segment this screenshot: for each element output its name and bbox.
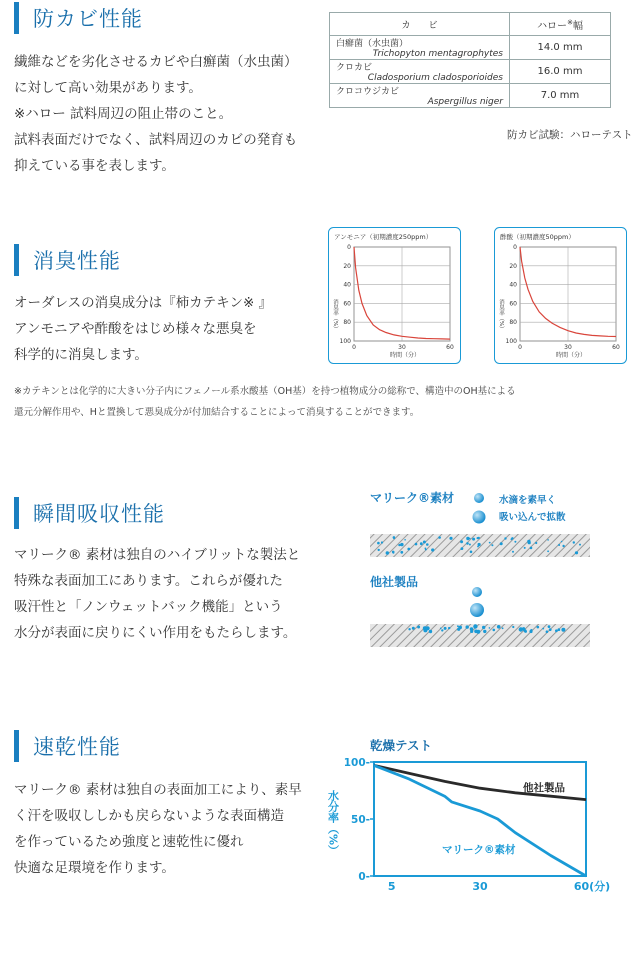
- note-line: ※カテキンとは化学的に大きい分子内にフェノール系水酸基（OH基）を持つ植物成分の総称で、構造中のOH基による: [14, 386, 516, 397]
- mariik-label: マリーク®素材: [370, 491, 455, 505]
- water-dot: [473, 624, 477, 628]
- water-dot: [542, 628, 544, 630]
- halo-mark: ※: [567, 18, 573, 27]
- heading-accent-bar: [14, 2, 19, 34]
- water-dot: [393, 537, 395, 539]
- acetic-ytick-label: 40: [509, 281, 517, 289]
- note-line: 還元分解作用や、Hと置換して悪臭成分が付加結合することによって消臭することができます。: [14, 407, 420, 418]
- table-row: [330, 84, 611, 108]
- table-row: [330, 36, 611, 60]
- drying-series-label: 他社製品: [523, 782, 565, 794]
- water-dot: [426, 543, 429, 546]
- water-dot: [512, 551, 514, 553]
- acetic-chart-title: 酢酸（初期濃度50ppm）: [500, 233, 575, 241]
- water-dot: [493, 629, 496, 632]
- heading-accent-bar: [14, 730, 19, 762]
- ammonia-ytick-label: 80: [343, 319, 351, 327]
- water-dot: [489, 542, 491, 544]
- water-dot: [512, 626, 514, 628]
- deodor-text: [14, 290, 272, 368]
- acetic-chart-xlabel: 時間（分）: [556, 352, 587, 359]
- water-dot: [547, 539, 549, 541]
- ammonia-ytick-label: 20: [343, 262, 351, 270]
- acetic-ytick-label: 80: [509, 319, 517, 327]
- water-dot: [429, 630, 432, 633]
- mold-name-cell: [330, 84, 510, 108]
- water-dot: [423, 541, 426, 544]
- antimold-line: 抑えている事を表します。: [14, 158, 175, 174]
- mold-name-cell: [330, 60, 510, 84]
- water-drop-icon: [472, 587, 482, 597]
- acetic-chart-ylabel: 消臭率（%）: [498, 299, 504, 332]
- water-dot: [398, 544, 400, 546]
- other-product-label: 他社製品: [370, 575, 419, 589]
- mold-latin-name: Aspergillus niger: [427, 97, 503, 107]
- ammonia-ytick-label: 60: [343, 300, 351, 308]
- absorb-title: 瞬間吸収性能: [33, 502, 165, 526]
- water-dot: [558, 628, 561, 631]
- water-dot: [472, 538, 475, 541]
- absorb-heading: [14, 496, 165, 530]
- deodor-line: 科学的に消臭します。: [14, 347, 148, 363]
- ammonia-xtick-label: 0: [352, 344, 356, 351]
- water-dot: [418, 626, 420, 628]
- water-dot: [514, 541, 516, 543]
- ammonia-chart: [328, 227, 461, 364]
- water-dot: [474, 630, 478, 634]
- ammonia-chart-xlabel: 時間（分）: [390, 352, 421, 359]
- ammonia-xtick-label: 60: [446, 344, 454, 351]
- mold-jp-name: クロコウジカビ: [336, 87, 400, 97]
- drying-ytick-label: 50-: [351, 814, 370, 826]
- drying-xtick-label: 30: [472, 880, 488, 893]
- absorb-line: 水分が表面に戻りにくい作用をもたらします。: [14, 625, 297, 641]
- absorb-line: 吸汗性と「ノンウェットバック機能」という: [14, 599, 283, 615]
- water-dot: [548, 625, 551, 628]
- drying-chart-ylabel: 水分率（%）: [326, 790, 340, 857]
- drying-series-label: マリーク®素材: [442, 844, 516, 856]
- water-dot: [415, 543, 418, 546]
- acetic-xtick-label: 60: [612, 344, 620, 351]
- antimold-line: ※ハロー 試料周辺の阻止帯のこと。: [14, 106, 233, 122]
- water-dot: [400, 551, 403, 554]
- water-dot: [482, 626, 485, 629]
- water-dot: [441, 629, 443, 631]
- mold-latin-name: Trichopyton mentagrophytes: [372, 49, 503, 59]
- water-dot: [497, 625, 501, 629]
- water-dot: [573, 541, 575, 543]
- water-dot: [500, 542, 503, 545]
- halo-value: 14.0 mm: [510, 36, 611, 60]
- water-dot: [407, 548, 410, 551]
- water-dot: [530, 547, 533, 550]
- water-dot: [449, 537, 452, 540]
- ammonia-chart-title: アンモニア（初期濃度250ppm）: [334, 233, 433, 241]
- mold-latin-name: Cladosporium cladosporioides: [367, 73, 503, 83]
- acetic-ytick-label: 0: [513, 244, 517, 251]
- deodor-heading: [14, 243, 121, 277]
- ammonia-ytick-label: 100: [339, 338, 351, 345]
- water-dot: [448, 627, 450, 629]
- other-fabric-layer: [370, 624, 590, 647]
- halo-unit: 幅: [572, 20, 583, 32]
- antimold-heading: [14, 1, 143, 35]
- dry-line: く汗を吸収ししかも戻らないような表面構造: [14, 808, 284, 824]
- dry-line: を作っているため強度と速乾性に優れ: [14, 834, 244, 850]
- water-dot: [408, 628, 410, 630]
- dry-heading: [14, 729, 121, 763]
- table-row: [330, 60, 611, 84]
- col-header-halo: [510, 13, 611, 36]
- antimold-title: 防カビ性能: [33, 7, 143, 31]
- mold-jp-name: 白癬菌（水虫菌）: [336, 39, 409, 49]
- water-dot: [420, 542, 423, 545]
- antimold-line: 試料表面だけでなく、試料周辺のカビの発育も: [14, 132, 298, 148]
- dry-line: マリーク® 素材は独自の表面加工により、素早: [14, 782, 302, 798]
- ammonia-ytick-label: 40: [343, 281, 351, 289]
- water-dot: [563, 629, 565, 631]
- antimold-text: [14, 49, 298, 179]
- water-dot: [466, 537, 469, 540]
- mariik-desc-1: 水滴を素早く: [499, 495, 557, 506]
- drying-chart-title: 乾燥テスト: [370, 738, 433, 753]
- water-dot: [470, 630, 473, 633]
- water-dot: [530, 629, 532, 631]
- water-dot: [378, 549, 380, 551]
- water-dot: [519, 627, 523, 631]
- water-dot: [431, 548, 434, 551]
- water-dot: [440, 628, 442, 630]
- water-dot: [535, 542, 537, 544]
- water-dot: [461, 547, 464, 550]
- ammonia-chart-ylabel: 消臭率（%）: [332, 299, 338, 332]
- deodor-title: 消臭性能: [33, 249, 121, 273]
- water-dot: [537, 626, 540, 629]
- table-header-row: [330, 13, 611, 36]
- halo-value: 16.0 mm: [510, 60, 611, 84]
- drying-test-chart: [328, 735, 628, 897]
- water-dot: [469, 544, 471, 546]
- water-dot: [400, 543, 403, 546]
- absorption-diagram: [365, 483, 595, 658]
- col-header-kabi: カ ビ: [330, 13, 510, 36]
- water-dot: [460, 540, 463, 543]
- mariik-desc-2: 吸い込んで拡散: [499, 512, 566, 523]
- water-dot: [466, 542, 469, 545]
- acetic-ytick-label: 20: [509, 262, 517, 270]
- water-dot: [558, 544, 560, 546]
- water-dot: [524, 630, 527, 633]
- water-dot: [562, 545, 564, 547]
- heading-accent-bar: [14, 244, 19, 276]
- water-dot: [477, 537, 479, 539]
- water-dot: [504, 537, 506, 539]
- water-dot: [489, 627, 491, 629]
- acetic-xtick-label: 30: [564, 344, 572, 351]
- antimold-line: 繊維などを劣化させるカビや白癬菌（水虫菌）: [14, 54, 298, 70]
- water-dot: [457, 628, 460, 631]
- halo-test-table: [329, 12, 611, 108]
- water-dot: [392, 552, 394, 554]
- water-dot: [511, 538, 513, 540]
- absorb-line: 特殊な表面加工にあります。これらが優れた: [14, 573, 283, 589]
- water-dot: [502, 627, 504, 629]
- heading-accent-bar: [14, 497, 19, 529]
- dry-title: 速乾性能: [33, 735, 121, 759]
- halo-label: ハロー: [537, 20, 568, 32]
- halo-test-caption: 防カビ試験：ハローテスト: [507, 129, 633, 141]
- water-dot: [491, 544, 493, 546]
- water-dot: [483, 630, 486, 633]
- water-dot: [478, 543, 481, 546]
- drying-ytick-label: 100-: [343, 757, 370, 769]
- acetic-xtick-label: 0: [518, 344, 522, 351]
- acetic-acid-chart: [494, 227, 627, 364]
- water-dot: [466, 625, 469, 628]
- drying-ytick-label: 0-: [358, 871, 370, 883]
- water-dot: [444, 627, 447, 630]
- dry-line: 快適な足環境を作ります。: [14, 860, 175, 876]
- water-dot: [546, 630, 549, 633]
- water-dot: [425, 549, 427, 551]
- drying-xtick-label: 5: [387, 880, 396, 893]
- water-drop-icon: [473, 511, 486, 524]
- water-dot: [575, 551, 578, 554]
- water-dot: [381, 541, 383, 543]
- ammonia-ytick-label: 0: [347, 244, 351, 251]
- water-dot: [412, 627, 415, 630]
- absorb-line: マリーク® 素材は独自のハイブリットな製法と: [14, 547, 301, 563]
- deodor-line: オーダレスの消臭成分は『柿カテキン※ 』: [14, 295, 273, 311]
- water-dot: [555, 629, 558, 632]
- acetic-ytick-label: 60: [509, 300, 517, 308]
- ammonia-xtick-label: 30: [398, 344, 406, 351]
- water-dot: [561, 541, 563, 543]
- mold-name-cell: [330, 36, 510, 60]
- water-drop-icon: [474, 493, 484, 503]
- water-dot: [524, 547, 526, 549]
- water-dot: [549, 628, 552, 631]
- water-dot: [404, 539, 406, 541]
- water-dot: [377, 542, 380, 545]
- drying-xtick-label: 60(分): [573, 880, 611, 893]
- water-dot: [426, 626, 430, 630]
- halo-value: 7.0 mm: [510, 84, 611, 108]
- dry-text: [14, 777, 302, 881]
- water-dot: [470, 551, 473, 554]
- water-dot: [522, 628, 525, 631]
- water-dot: [438, 536, 441, 539]
- deodor-line: アンモニアや酢酸をはじめ様々な悪臭を: [14, 321, 257, 337]
- acetic-ytick-label: 100: [505, 338, 517, 345]
- water-dot: [386, 551, 389, 554]
- absorb-text: [14, 542, 300, 646]
- water-dot: [547, 550, 549, 552]
- catechin-note: [14, 381, 516, 423]
- water-dot: [528, 541, 531, 544]
- antimold-line: に対して高い効果があります。: [14, 80, 202, 96]
- water-drop-icon: [470, 603, 484, 617]
- mold-jp-name: クロカビ: [336, 63, 373, 73]
- water-dot: [579, 544, 581, 546]
